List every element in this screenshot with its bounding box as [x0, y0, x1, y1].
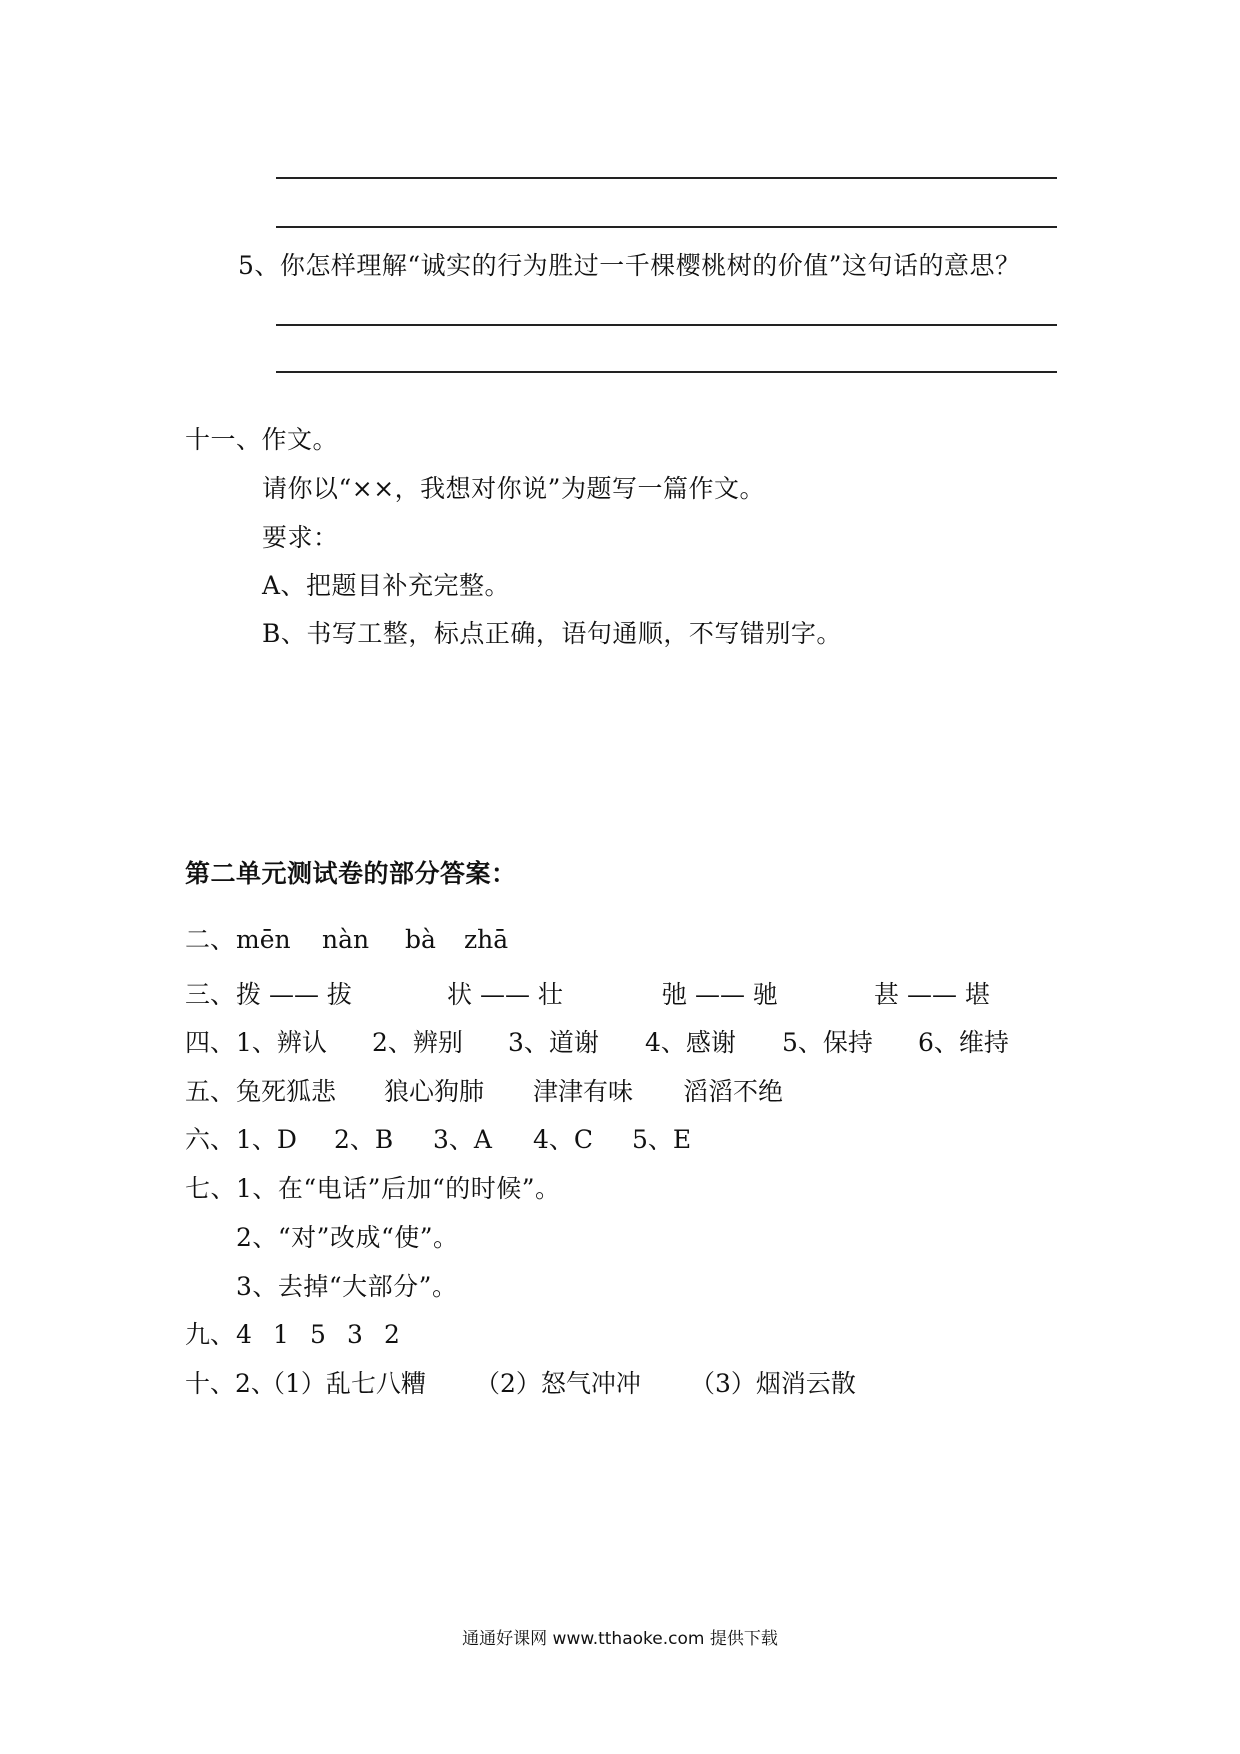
part7-line-2: 2、“对”改成“使”。	[236, 1223, 459, 1252]
part6-item: 4、C	[533, 1125, 594, 1154]
part3-item: 拨 —— 拔	[236, 980, 352, 1009]
part3-item: 甚 —— 堪	[874, 980, 990, 1009]
composition-prompt: 请你以“××，我想对你说”为题写一篇作文。	[262, 474, 765, 503]
part4-item: 2、辨别	[372, 1028, 463, 1057]
part9-item: 3	[347, 1320, 363, 1349]
part6-item: 2、B	[334, 1125, 394, 1154]
part10-item: （3）烟消云散	[690, 1369, 856, 1398]
part4-item: 1、辨认	[236, 1028, 327, 1057]
part4-label: 四、	[185, 1028, 236, 1057]
part4-item: 6、维持	[918, 1028, 1009, 1057]
answer-line	[276, 324, 1057, 326]
part3-item: 弛 —— 驰	[662, 980, 778, 1009]
part5-label: 五、	[185, 1077, 236, 1106]
composition-requirement-b: B、书写工整，标点正确，语句通顺，不写错别字。	[262, 619, 842, 648]
question-5: 5、你怎样理解“诚实的行为胜过一千棵樱桃树的价值”这句话的意思？	[238, 251, 1021, 280]
part7-line-3: 3、去掉“大部分”。	[236, 1272, 458, 1301]
part6-item: 5、E	[632, 1125, 692, 1154]
part2-item: zhā	[464, 925, 509, 954]
part10-label: 十、2、	[185, 1369, 276, 1398]
part4-item: 3、道谢	[508, 1028, 599, 1057]
part9-item: 1	[273, 1320, 289, 1349]
answer-line	[276, 226, 1057, 228]
part5-item: 津津有味	[533, 1077, 634, 1106]
composition-requirement-a: A、把题目补充完整。	[262, 571, 511, 600]
part9-item: 5	[310, 1320, 326, 1349]
composition-requirements-label: 要求：	[262, 523, 339, 552]
part5-item: 狼心狗肺	[384, 1077, 485, 1106]
part10-item: （1）乱七八糟	[260, 1369, 426, 1398]
part6-item: 3、A	[433, 1125, 492, 1154]
part6-label: 六、	[185, 1125, 236, 1154]
answers-title: 第二单元测试卷的部分答案：	[185, 859, 517, 888]
part3-item: 状 —— 壮	[447, 980, 563, 1009]
part10-item: （2）怒气冲冲	[475, 1369, 641, 1398]
part7-line-1: 七、1、在“电话”后加“的时候”。	[185, 1174, 561, 1203]
part6-item: 1、D	[236, 1125, 297, 1154]
part9-item: 2	[384, 1320, 400, 1349]
part9-item: 4	[236, 1320, 252, 1349]
part4-item: 4、感谢	[645, 1028, 736, 1057]
part3-label: 三、	[185, 980, 236, 1009]
composition-heading: 十一、作文。	[185, 425, 339, 454]
answer-line	[276, 177, 1057, 179]
part2-item: bà	[405, 925, 436, 954]
part5-item: 滔滔不绝	[683, 1077, 784, 1106]
page-footer: 通通好课网 www.tthaoke.com 提供下载	[462, 1629, 778, 1649]
part2-label: 二、	[185, 925, 236, 954]
part2-item: nàn	[322, 925, 370, 954]
part4-item: 5、保持	[782, 1028, 873, 1057]
part2-item: mēn	[236, 925, 291, 954]
part5-item: 兔死狐悲	[236, 1077, 337, 1106]
answer-line	[276, 371, 1057, 373]
part9-label: 九、	[185, 1320, 236, 1349]
